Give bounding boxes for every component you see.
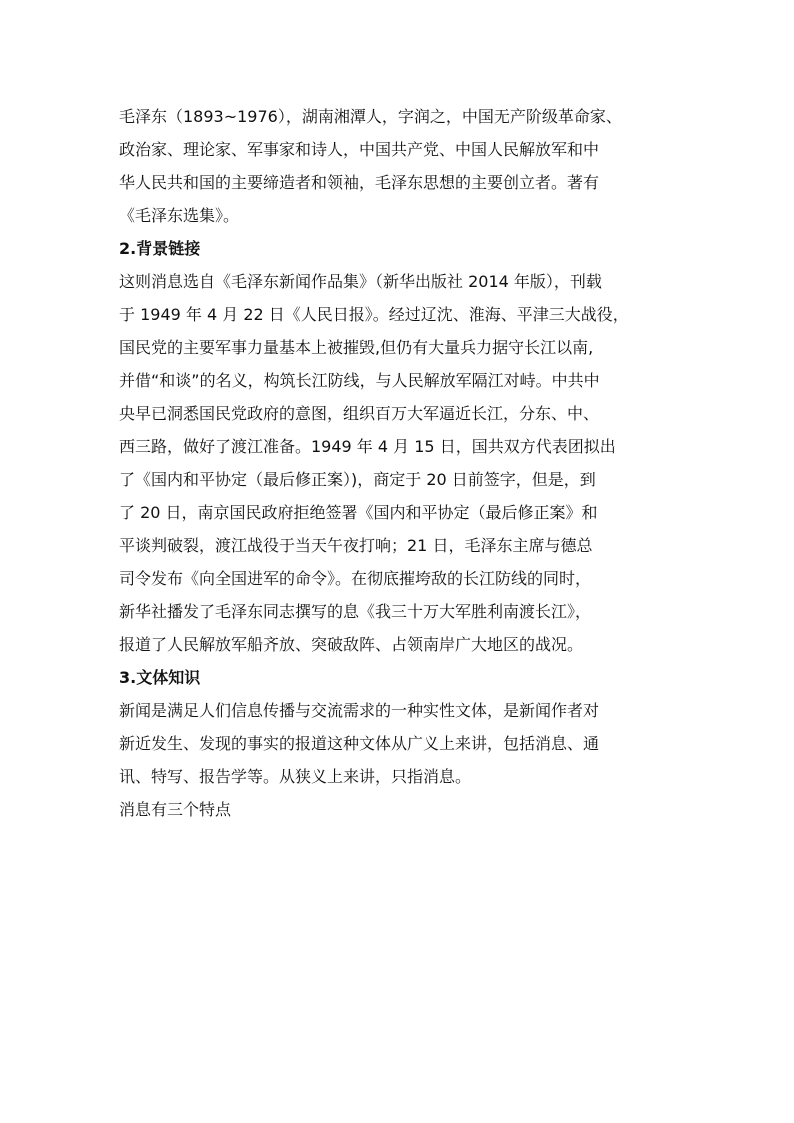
text-line: 西三路，做好了渡江准备。1949 年 4 月 15 日，国共双方代表团拟出 (119, 437, 616, 456)
text-line: 央早已洞悉国民党政府的意图，组织百万大军逼近长江，分东、中、 (119, 404, 600, 423)
text-line: 平谈判破裂，渡江战役于当天午夜打响；21 日，毛泽东主席与德总 (119, 536, 593, 555)
text-line: 毛泽东（1893~1976），湖南湘潭人，字润之，中国无产阶级革命家、 (119, 107, 622, 126)
document-body (119, 100, 693, 826)
text-line: 这则消息选自《毛泽东新闻作品集》（新华出版社 2014 年版），刊载 (119, 272, 602, 291)
text-line: 并借“和谈”的名义，构筑长江防线，与人民解放军隔江对峙。中共中 (119, 371, 600, 390)
text-line: 华人民共和国的主要缔造者和领袖，毛泽东思想的主要创立者。著有 (119, 173, 600, 192)
text-line: 了 20 日，南京国民政府拒绝签署《国内和平协定（最后修正案》和 (119, 503, 598, 522)
text-line: 讯、特写、报告学等。从狭义上来讲，只指消息。 (119, 767, 472, 786)
text-line: 国民党的主要军事力量基本上被摧毁,但仍有大量兵力据守长江以南, (119, 338, 594, 357)
text-line: 新近发生、发现的事实的报道这种文体从广义上来讲，包括消息、通 (119, 734, 600, 753)
genre-section (119, 661, 693, 826)
text-line: 政治家、理论家、军事家和诗人，中国共产党、中国人民解放军和中 (119, 140, 600, 159)
text-line: 了《国内和平协定（最后修正案）)，商定于 20 日前签字，但是，到 (119, 470, 596, 489)
section-heading-genre: 3.文体知识 (119, 668, 201, 687)
text-line: 消息有三个特点 (119, 800, 232, 819)
text-line: 于 1949 年 4 月 22 日《人民日报》。经过辽沈、淮海、平津三大战役， (119, 305, 629, 324)
text-line: 新华社播发了毛泽东同志撰写的息《我三十万大军胜利南渡长江》， (119, 602, 592, 621)
background-section (119, 232, 693, 661)
text-line: 《毛泽东选集》。 (119, 206, 240, 225)
author-intro-paragraph (119, 100, 693, 232)
text-line: 报道了人民解放军船齐放、突破敌阵、占领南岸广大地区的战况。 (119, 635, 584, 654)
text-line: 司令发布《向全国进军的命令》。在彻底摧垮敌的长江防线的同时， (119, 569, 592, 588)
text-line: 新闻是满足人们信息传播与交流需求的一种实性文体，是新闻作者对 (119, 701, 600, 720)
section-heading-background: 2.背景链接 (119, 239, 201, 258)
